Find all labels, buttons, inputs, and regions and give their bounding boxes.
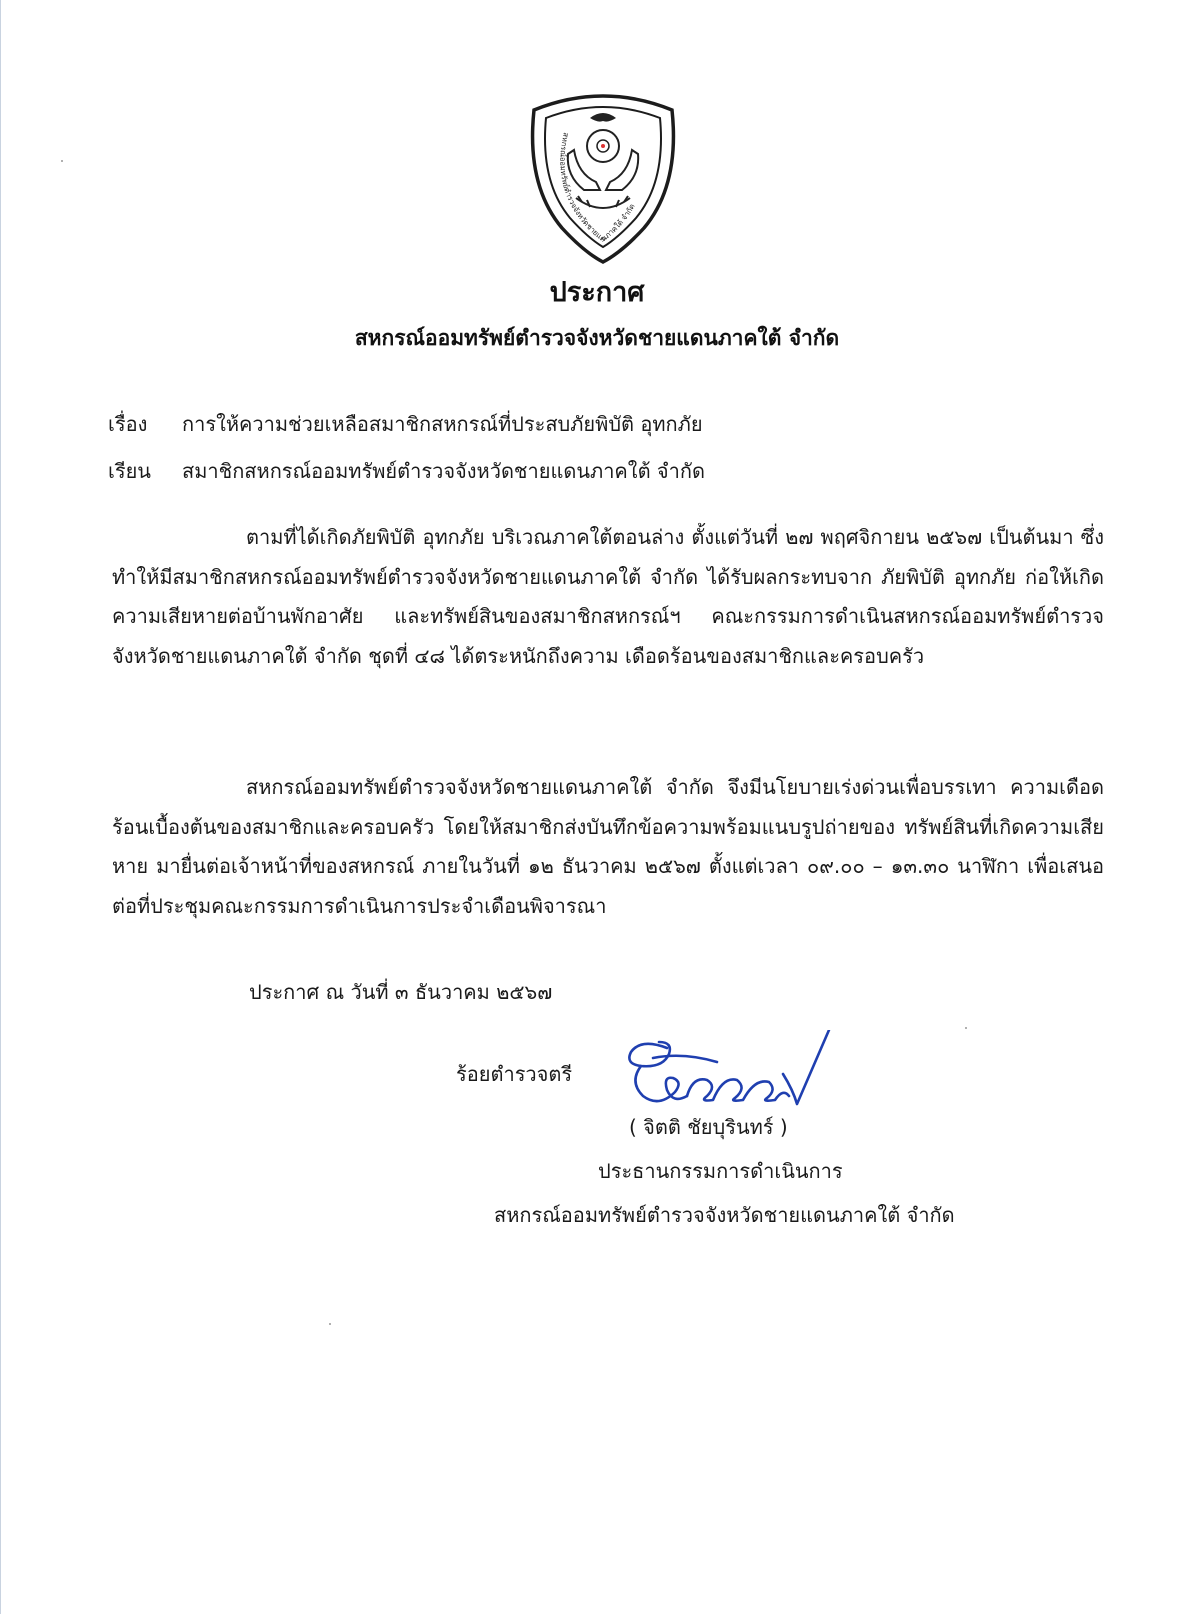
subject-row	[108, 408, 703, 440]
recipient-row	[108, 455, 705, 487]
organization-heading: สหกรณ์ออมทรัพย์ตำรวจจังหวัดชายแดนภาคใต้ จำกัด	[354, 326, 840, 350]
scan-speck	[61, 160, 63, 162]
recipient-label: เรียน	[108, 459, 151, 483]
cooperative-seal-icon	[524, 90, 682, 266]
body-paragraph-2	[112, 768, 1104, 926]
subject-label: เรื่อง	[108, 412, 148, 436]
signatory-position: ประธานกรรมการดำเนินการ	[598, 1159, 843, 1183]
signatory-name: ( จิตติ ชัยบุรินทร์ )	[629, 1115, 788, 1139]
signatory-rank: ร้อยตำรวจตรี	[456, 1062, 573, 1086]
seal-ring-text: สหกรณ์ออมทรัพย์ตำรวจจังหวัดชายแดนภาคใต้ จำกัด	[558, 131, 637, 244]
document-title: ประกาศ	[549, 277, 645, 308]
announced-date: ประกาศ ณ วันที่ ๓ ธันวาคม ๒๕๖๗	[249, 980, 553, 1004]
signatory-organization: สหกรณ์ออมทรัพย์ตำรวจจังหวัดชายแดนภาคใต้ จำกัด	[494, 1203, 955, 1227]
body-paragraph-1	[112, 518, 1104, 676]
subject-text: การให้ความช่วยเหลือสมาชิกสหกรณ์ที่ประสบภัยพิบัติ อุทกภัย	[182, 412, 703, 436]
scan-speck	[329, 1323, 331, 1325]
paragraph-1-text: ตามที่ได้เกิดภัยพิบัติ อุทกภัย บริเวณภาคใต้ตอนล่าง ตั้งแต่วันที่ ๒๗ พฤศจิกายน ๒๕๖๗ เป็นต้นมา ซึ่งทำให้มีสมาชิกสหกรณ์ออมทรัพย์ตำรวจจังหวัดชายแดนภาคใต้ จำกัด ได้รับผลกระทบจาก ภัยพิบัติ อุทกภัย ก่อให้เกิดความเสียหายต่อบ้านพักอาศัย และทรัพย์สินของสมาชิกสหกรณ์ฯ คณะกรรมการดำเนินสหกรณ์ออมทรัพย์ตำรวจจังหวัดชายแดนภาคใต้ จำกัด ชุดที่ ๔๘ ได้ตระหนักถึงความ เดือดร้อนของสมาชิกและครอบครัว	[112, 525, 1105, 668]
paragraph-2-text: สหกรณ์ออมทรัพย์ตำรวจจังหวัดชายแดนภาคใต้ จำกัด จึงมีนโยบายเร่งด่วนเพื่อบรรเทา ความเดือดร้อนเบื้องต้นของสมาชิกและครอบครัว โดยให้สมาชิกส่งบันทึกข้อความพร้อมแนบรูปถ่ายของ ทรัพย์สินที่เกิดความเสียหาย มายื่นต่อเจ้าหน้าที่ของสหกรณ์ ภายในวันที่ ๑๒ ธันวาคม ๒๕๖๗ ตั้งแต่เวลา ๐๙.๐๐ – ๑๓.๓๐ นาฬิกา เพื่อเสนอต่อที่ประชุมคณะกรรมการดำเนินการประจำเดือนพิจารณา	[112, 775, 1104, 918]
scan-speck	[965, 1027, 967, 1029]
recipient-text: สมาชิกสหกรณ์ออมทรัพย์ตำรวจจังหวัดชายแดนภาคใต้ จำกัด	[182, 459, 705, 483]
